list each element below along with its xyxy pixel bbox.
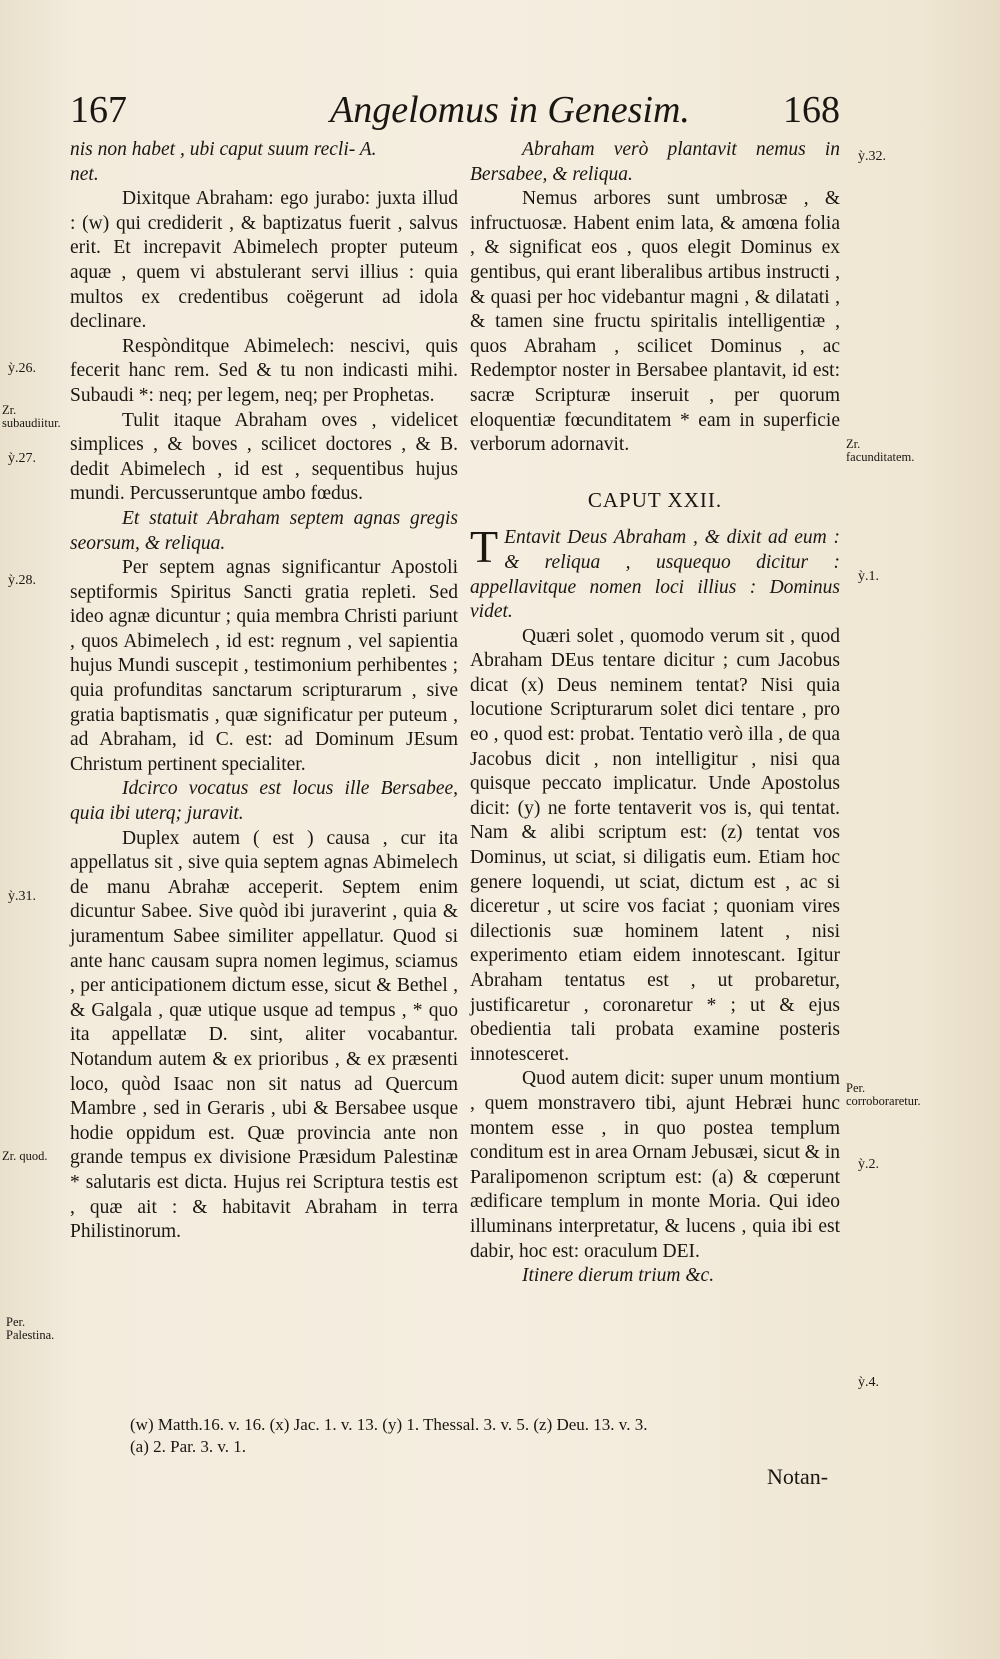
paragraph: Dixitque Abraham: ego jurabo: juxta illud : (w) qui crediderit , & baptizatus fuerit , salvus erit. Et increpavit Abimelech propter puteum aquæ , quem vi abstulerant servi illius : quia multos ex credentibus coëgerunt ad idola declinare. (70, 188, 458, 333)
margin-verse-ref: ỳ.26. (8, 361, 36, 376)
right-column (470, 138, 840, 1289)
running-title: Angelomus in Genesim. (330, 89, 690, 131)
margin-note: Per. Palestina. (6, 1315, 55, 1342)
left-column (70, 138, 458, 1245)
margin-verse-ref: ỳ.2. (858, 1157, 879, 1172)
drop-cap: T (470, 521, 499, 573)
paragraph: Tulit itaque Abraham oves , videlicet simplices , & boves , scilicet doctores , & B. dedit Abimelech , id est , sequentibus hujus mundi. Percusseruntque ambo fœdus. (70, 409, 458, 505)
paragraph: Et statuit Abraham septem agnas gregis seorsum, & reliqua. (70, 507, 458, 554)
margin-note: Zr. facunditatem. (846, 437, 915, 464)
paragraph-text: Entavit Deus Abraham , & dixit ad eum : & reliqua , usquequo dicitur : appellavitque nomen loci illius : Dominus videt. (470, 527, 840, 623)
paragraph: Quæri solet , quomodo verum sit , quod Abraham DEus tentare dicitur ; cum Jacobus dicat (x) Deus neminem tentat? Nisi quia locutione Scripturarum solet dici tentare , pro eo , quod est: probat. Tentatio verò illa , de qua Jacobus dicit , non intelligitur , nisi qua quisque peccato implicatur. Unde Apostolus dicit: (y) ne forte tentaverit vos is, qui tentat. Nam & alibi scriptum est: (z) tentat vos Dominus, ut sciat, si diligatis eum. Etiam hoc genere loquendi, ut sciat, dictum est , ac si diceretur , ut scire vos faciat ; quoniam vires dilectionis suæ hominem latent , nisi experimento etiam eidem innotescant. Igitur Abraham tentatus est , ut probaretur, justificaretur , coronaretur * ; ut & ejus obedientia tali probata examine posteris innotesceret. (470, 625, 840, 1065)
footnotes (130, 1414, 850, 1458)
margin-verse-ref: ỳ.4. (858, 1375, 879, 1390)
paragraph: Per septem agnas significantur Apostoli septiformis Spiritus Sancti gratia repleti. Sed ideo agnæ dicuntur ; quia membra Christi pariunt , quos Abimelech , id est: regnum , vel sapientia hujus Mundi suscepit , testimonium perhibentes ; quia profunditas sanctarum scripturarum , sive gratia baptismatis , quæ significatur per puteum , ad Abraham, id C. est: ad Dominum JEsum Christum pertinent specialiter. (70, 557, 458, 775)
margin-verse-ref: ỳ.32. (858, 149, 886, 164)
margin-verse-ref: ỳ.28. (8, 573, 36, 588)
margin-verse-ref: ỳ.31. (8, 889, 36, 904)
paragraph: Nemus arbores sunt umbrosæ , & infructuosæ. Habent enim lata, & amœna folia , & significat eos , quos elegit Dominus ex gentibus, qui erant liberalibus artibus instructi , & quasi per hoc videbantur magni , & dilatati , & tamen sine fructu spiritalis intelligentiæ , quos Abraham , scilicet Dominus , ac Redemptor noster in Bersabee plantavit, id est: sacræ Scripturæ inseruit , per quorum eloquentiæ fœcunditatem * eam in superficie verborum adornavit. (470, 188, 840, 456)
paragraph (470, 521, 840, 624)
paragraph: Quod autem dicit: super unum montium , quem monstravero tibi, ajunt Hebræi hunc montem esse , in quo postea templum conditum est in area Ornam Jebusæi, sicut & in Paralipomenon scriptum est: (a) & cœperunt ædificare templum in monte Moria. Qui ideo illuminans interpretatur, & lucens , quia ibi est dabir, hoc est: oraculum DEI. (470, 1068, 840, 1262)
margin-verse-ref: ỳ.1. (858, 569, 879, 584)
chapter-heading: CAPUT XXII. (587, 487, 723, 512)
margin-note: Per. corroboraretur. (846, 1081, 921, 1108)
running-header (70, 88, 840, 134)
catchword: Notan- (767, 1464, 829, 1489)
paragraph: Abraham verò plantavit nemus in Bersabee, & reliqua. (470, 139, 840, 185)
margin-note: Zr. subaudiitur. (2, 403, 61, 430)
footnote-line: (w) Matth.16. v. 16. (x) Jac. 1. v. 13. (y) 1. Thessal. 3. v. 5. (z) Deu. 13. v. 3. (130, 1415, 648, 1434)
paragraph: Itinere dierum trium &c. (522, 1265, 715, 1287)
margin-verse-ref: ỳ.27. (8, 451, 36, 466)
paragraph: net. (70, 163, 99, 185)
page-number-right: 168 (783, 89, 840, 131)
paragraph: Duplex autem ( est ) causa , cur ita appellatus sit , sive quia septem agnas Abimelech de manu Abrahæ acceperit. Septem enim dicuntur Sabee. Sive quòd ibi juraverint , quia & juramentum Sabee similiter appellatur. Quod si ante hanc causam supra nomen legimus, sciamus , per anticipationem dictum esse, sicut & Bethel , & Galgala , quæ utique usque ad tempus , * quo ita appellatæ D. sint, aliter vocabantur. Notandum autem & ex prioribus , & ex præsenti loco, quòd Isaac non sit natus ad Quercum Mambre , sed in Geraris , ubi & Bersabee usque hodie oppidum est. Quæ provincia ante non grande tempus ex divisione Præsidum Palestinæ * salutaris est dicta. Hujus rei Scriptura testis est , quæ ait : & habitavit Abraham in terra Philistinorum. (70, 827, 458, 1243)
page-number-left: 167 (70, 89, 127, 131)
footnote-line: (a) 2. Par. 3. v. 1. (130, 1437, 246, 1456)
paragraph: nis non habet , ubi caput suum recli- A. (70, 139, 377, 160)
paragraph: Idcirco vocatus est locus ille Bersabee, quia ibi uterq; juravit. (70, 778, 458, 825)
margin-note: Zr. quod. (2, 1149, 48, 1163)
paragraph: Respònditque Abimelech: nescivi, quis fecerit hanc rem. Sed & tu non indicasti mihi. Subaudi *: neq; per legem, neq; per Prophetas. (70, 335, 458, 406)
